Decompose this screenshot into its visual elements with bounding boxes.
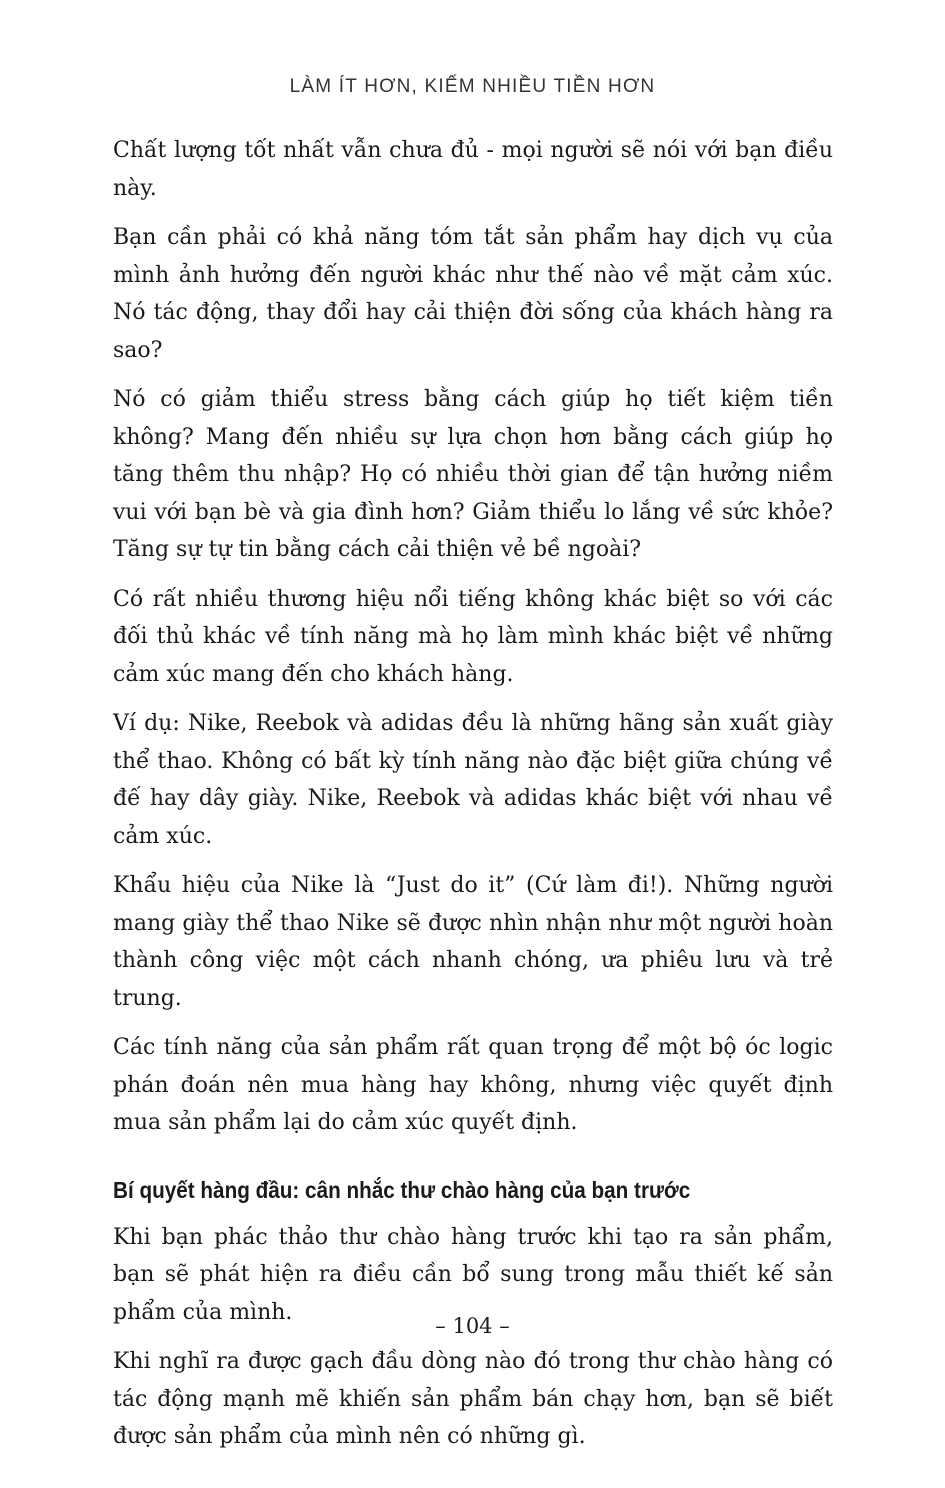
paragraph: Có rất nhiều thương hiệu nổi tiếng không khác biệt so với các đối thủ khác về tính năng mà họ làm mình khác biệt về những cảm xúc mang đến cho khách hàng. [113, 586, 833, 687]
page-body [113, 132, 833, 1468]
paragraph: Khẩu hiệu của Nike là “Just do it” (Cứ làm đi!). Những người mang giày thể thao Nike sẽ được nhìn nhận như một người hoàn thành công việc một cách nhanh chóng, ưa phiêu lưu và trẻ trung. [113, 873, 833, 1011]
paragraph: Bạn cần phải có khả năng tóm tắt sản phẩm hay dịch vụ của mình ảnh hưởng đến người khác như thế nào về mặt cảm xúc. Nó tác động, thay đổi hay cải thiện đời sống của khách hàng ra sao? [113, 225, 833, 363]
paragraph: Các tính năng của sản phẩm rất quan trọng để một bộ óc logic phán đoán nên mua hàng hay không, nhưng việc quyết định mua sản phẩm lại do cảm xúc quyết định. [113, 1035, 833, 1135]
paragraph: Nó có giảm thiểu stress bằng cách giúp họ tiết kiệm tiền không? Mang đến nhiều sự lựa chọn hơn bằng cách giúp họ tăng thêm thu nhập? Họ có nhiều thời gian để tận hưởng niềm vui với bạn bè và gia đình hơn? Giảm thiểu lo lắng về sức khỏe? Tăng sự tự tin bằng cách cải thiện vẻ bề ngoài? [113, 387, 833, 562]
paragraph: Chất lượng tốt nhất vẫn chưa đủ - mọi người sẽ nói với bạn điều này. [113, 138, 833, 201]
paragraph: Khi bạn phác thảo thư chào hàng trước khi tạo ra sản phẩm, bạn sẽ phát hiện ra điều cần bổ sung trong mẫu thiết kế sản phẩm của mình. [113, 1224, 833, 1325]
page-number: – 104 – [435, 1314, 510, 1338]
paragraph: Ví dụ: Nike, Reebok và adidas đều là những hãng sản xuất giày thể thao. Không có bất kỳ tính năng nào đặc biệt giữa chúng về đế hay dây giày. Nike, Reebok và adidas khác biệt với nhau về cảm xúc. [113, 711, 833, 849]
section-heading: Bí quyết hàng đầu: cân nhắc thư chào hàng của bạn trước [113, 1176, 691, 1203]
running-header: LÀM ÍT HƠN, KIẾM NHIỀU TIỀN HƠN [289, 76, 656, 97]
paragraph: Khi nghĩ ra được gạch đầu dòng nào đó trong thư chào hàng có tác động mạnh mẽ khiến sản phẩm bán chạy hơn, bạn sẽ biết được sản phẩm của mình nên có những gì. [113, 1349, 833, 1449]
